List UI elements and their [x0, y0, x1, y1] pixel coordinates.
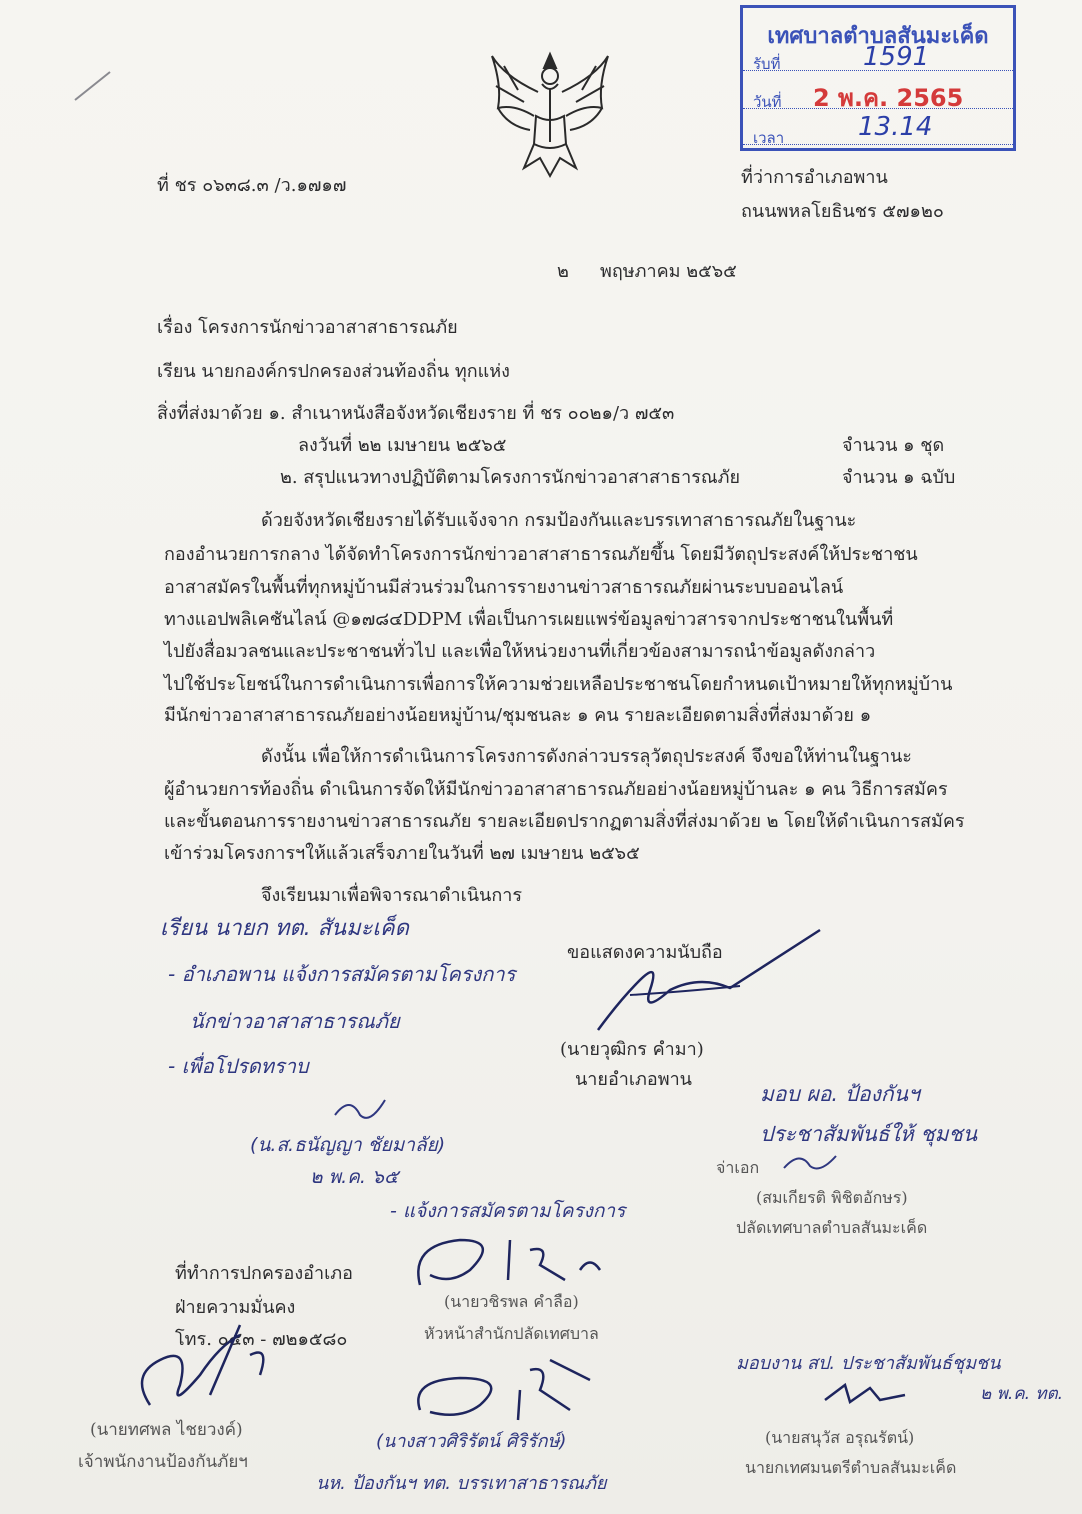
district-admin-line1: ที่ทำการปกครองอำเภอ [175, 1263, 353, 1284]
district-admin-line2: ฝ่ายความมั่นคง [175, 1297, 296, 1318]
body-line: และขั้นตอนการรายงานข่าวสาธารณภัย รายละเอียดปรากฏตามสิ่งที่ส่งมาด้วย ๒ โดยให้ดำเนินการสมัคร [164, 811, 965, 832]
deputy-signature [780, 1148, 840, 1178]
body-line: ด้วยจังหวัดเชียงรายได้รับแจ้งจาก กรมป้องกันและบรรเทาสาธารณภัยในฐานะ [261, 510, 857, 531]
body-line: ผู้อำนวยการท้องถิ่น ดำเนินการจัดให้มีนักข่าวอาสาสาธารณภัยอย่างน้อยหมู่บ้านละ ๑ คน วิธีการสมัคร [164, 779, 948, 800]
pencil-mark [70, 60, 120, 110]
stamp-time-label: เวลา [753, 129, 785, 147]
signer-name: (นายวุฒิกร คำมา) [560, 1039, 704, 1060]
attachment-1-date: ลงวันที่ ๒๒ เมษายน ๒๕๖๕ [298, 435, 507, 456]
body-line: ไปยังสื่อมวลชนและประชาชนทั่วไป และเพื่อให้หน่วยงานที่เกี่ยวข้องสามารถนำข้อมูลดังกล่าว [164, 641, 876, 662]
subject-line: เรื่อง โครงการนักข่าวอาสาสาธารณภัย [157, 317, 458, 338]
bottom-mid-note: นห. ป้องกันฯ ทต. บรรเทาสาธารณภัย [316, 1473, 607, 1494]
district-admin-name: (นายทศพล ไชยวงค์) [90, 1420, 243, 1440]
signer-title: นายอำเภอพาน [575, 1069, 692, 1090]
body-line: ดังนั้น เพื่อให้การดำเนินการโครงการดังกล่าวบรรลุวัตถุประสงค์ จึงขอให้ท่านในฐานะ [261, 746, 912, 767]
handwritten-note-line: - อำเภอพาน แจ้งการสมัครตามโครงการ [168, 962, 516, 986]
bottom-mid-signature [400, 1350, 600, 1430]
body-line: ทางแอปพลิเคชันไลน์ @๑๗๘๔DDPM เพื่อเป็นการเผยแพร่ข้อมูลข่าวสารจากประชาชนในพื้นที่ [164, 609, 894, 630]
district-chief-signature [590, 920, 840, 1040]
stamp-date-label: วันที่ [753, 93, 782, 111]
chief-office-note: - แจ้งการสมัครตามโครงการ [390, 1200, 626, 1222]
deputy-note-line1: มอบ ผอ. ป้องกันฯ [760, 1082, 920, 1106]
body-line: เข้าร่วมโครงการฯให้แล้วเสร็จภายในวันที่ ๒๗ เมษายน ๒๕๖๕ [164, 843, 640, 864]
attachment-2: ๒. สรุปแนวทางปฏิบัติตามโครงการนักข่าวอาสาสาธารณภัย [280, 467, 740, 488]
body-line: มีนักข่าวอาสาสาธารณภัยอย่างน้อยหมู่บ้าน/ชุมชนละ ๑ คน รายละเอียดตามสิ่งที่ส่งมาด้วย ๑ [164, 705, 872, 726]
receive-stamp [740, 5, 1016, 151]
closing-line: จึงเรียนมาเพื่อพิจารณาดำเนินการ [261, 885, 523, 906]
attachment-1: สิ่งที่ส่งมาด้วย ๑. สำเนาหนังสือจังหวัดเชียงราย ที่ ชร ๐๐๒๑/ว ๗๕๓ [157, 403, 675, 424]
bottom-mid-name: (นางสาวศิริรัตน์ ศิริรักษ์) [376, 1431, 567, 1452]
attachment-2-qty: จำนวน ๑ ฉบับ [842, 467, 956, 488]
body-line: ไปใช้ประโยชน์ในการดำเนินการเพื่อการให้ความช่วยเหลือประชาชนโดยกำหนดเป้าหมายให้ทุกหมู่บ้าน [164, 674, 953, 695]
mayor-note: มอบงาน สป. ประชาสัมพันธ์ชุมชน [736, 1353, 1001, 1374]
stamp-org: เทศบาลตำบลสันมะเค็ด [767, 24, 989, 49]
deputy-prefix: จ่าเอก [716, 1158, 760, 1177]
district-admin-phone: โทร. ๐๕๓ - ๗๒๑๕๘๐ [175, 1329, 348, 1350]
handwritten-note-line: (น.ส.ธนัญญา ชัยมาลัย) [250, 1134, 446, 1156]
document-date-day: ๒ [557, 261, 569, 282]
mayor-name: (นายสนุวัส อรุณรัตน์) [765, 1428, 915, 1447]
district-admin-title: เจ้าพนักงานป้องกันภัยฯ [78, 1452, 248, 1472]
document-date-month-year: พฤษภาคม ๒๕๖๕ [600, 261, 737, 282]
chief-office-signature [400, 1225, 620, 1295]
regards: ขอแสดงความนับถือ [567, 942, 723, 963]
stamp-receive-label: รับที่ [753, 55, 781, 73]
mayor-note-2: ๒ พ.ค. ทต. [980, 1384, 1064, 1404]
handwritten-note-line: เรียน นายก ทต. สันมะเค็ด [160, 916, 409, 941]
chief-office-name: (นายวชิรพล คำลือ) [444, 1292, 579, 1311]
handwritten-note-line: ๒ พ.ค. ๖๕ [310, 1166, 399, 1188]
deputy-note-line2: ประชาสัมพันธ์ให้ ชุมชน [760, 1122, 978, 1146]
handwritten-note-line: - เพื่อโปรดทราบ [168, 1054, 309, 1078]
deputy-name: (สมเกียรติ พิชิตอักษร) [756, 1188, 908, 1207]
body-line: กองอำนวยการกลาง ได้จัดทำโครงการนักข่าวอาสาสาธารณภัยขึ้น โดยมีวัตถุประสงค์ให้ประชาชน [164, 544, 918, 565]
handwritten-note-line: นักข่าวอาสาสาธารณภัย [190, 1009, 400, 1033]
garuda-emblem-icon [484, 46, 616, 184]
stamp-time: 13.14 [858, 112, 933, 142]
deputy-title: ปลัดเทศบาลตำบลสันมะเค็ด [736, 1218, 928, 1237]
mayor-title: นายกเทศมนตรีตำบลสันมะเค็ด [745, 1458, 957, 1477]
chief-office-title: หัวหน้าสำนักปลัดเทศบาล [424, 1324, 599, 1343]
attachment-1-qty: จำนวน ๑ ชุด [842, 435, 945, 456]
office-address-line1: ที่ว่าการอำเภอพาน [741, 167, 888, 188]
document-number: ที่ ชร ๐๖๓๘.๓ /ว.๑๗๑๗ [157, 175, 347, 196]
to-line: เรียน นายกองค์กรปกครองส่วนท้องถิ่น ทุกแห่ง [157, 361, 510, 382]
stamp-receive-no: 1591 [863, 42, 930, 72]
stamp-date: 2 พ.ค. 2565 [813, 84, 964, 112]
office-address-line2: ถนนพหลโยธินชร ๕๗๑๒๐ [741, 201, 944, 222]
mayor-signature [820, 1380, 910, 1410]
district-admin-signature [110, 1315, 280, 1415]
note-initial-signature [330, 1090, 390, 1130]
body-line: อาสาสมัครในพื้นที่ทุกหมู่บ้านมีส่วนร่วมในการรายงานข่าวสาธารณภัยผ่านระบบออนไลน์ [164, 577, 844, 598]
